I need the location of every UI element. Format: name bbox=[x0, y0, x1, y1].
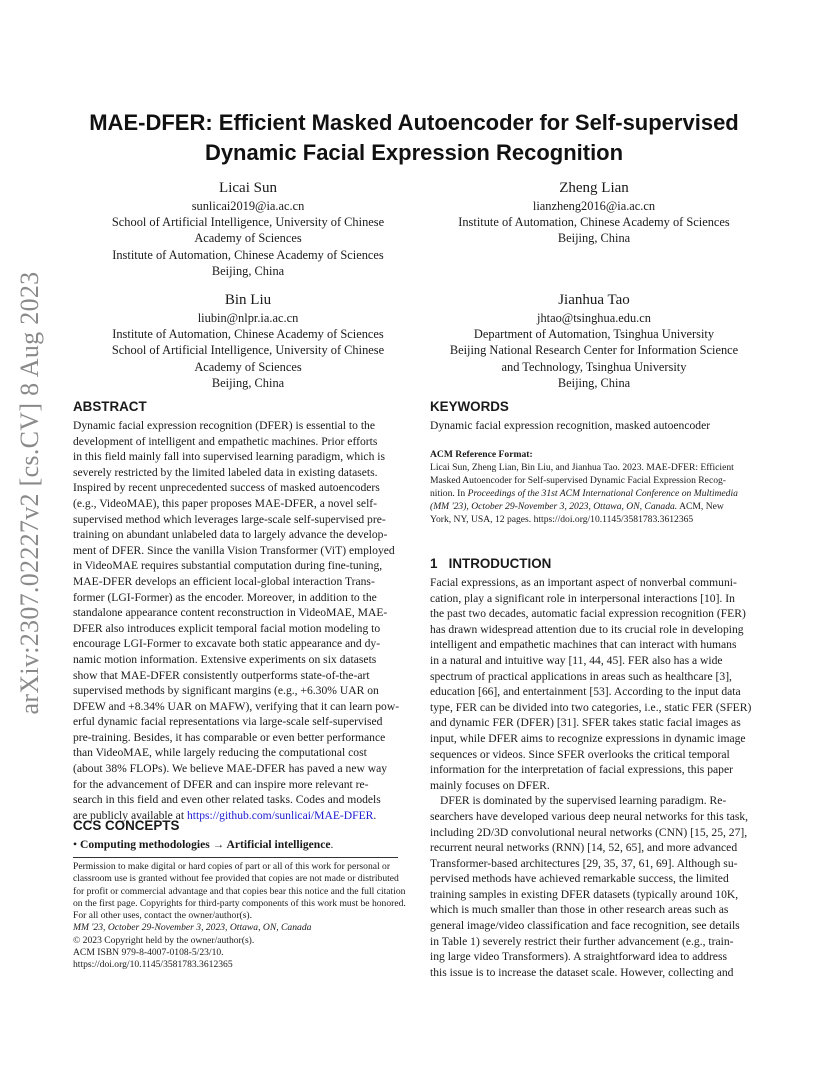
intro-line: cation, play a significant role in interpersonal interactions [10]. In bbox=[430, 591, 735, 605]
abstract-line: severely restricted by the limited labeled data in existing datasets. bbox=[73, 465, 378, 479]
abstract-line: (e.g., VideoMAE), this paper proposes MAE-DFER, a novel self- bbox=[73, 496, 378, 510]
abstract-line: encourage LGI-Former to excavate both static appearance and dy- bbox=[73, 637, 381, 651]
intro-line: in Table 1) severely restrict their further advancement (e.g., train- bbox=[430, 934, 734, 948]
author-affiliation: Academy of Sciences bbox=[194, 231, 302, 246]
intro-line: recurrent neural networks (RNN) [14, 52, 65], and more advanced bbox=[430, 841, 738, 855]
footnote-line: Permission to make digital or hard copies of part or all of this work for personal or bbox=[73, 861, 391, 872]
author-affiliation: Beijing National Research Center for Information Science bbox=[449, 343, 739, 358]
abstract-line: former (LGI-Former) as the encoder. Moreover, in addition to the bbox=[73, 590, 377, 604]
author-email: sunlicai2019@ia.ac.cn bbox=[191, 199, 305, 213]
acm-ref-line bbox=[430, 500, 760, 513]
footnote-line: classroom use is granted without fee provided that copies are not made or distributed bbox=[73, 873, 399, 885]
keywords-heading: KEYWORDS bbox=[430, 399, 509, 414]
intro-line: information for the interpretation of facial expressions, this paper bbox=[430, 763, 733, 777]
acm-ref-prefix: nition. In bbox=[430, 488, 468, 500]
abstract-last-prefix: are publicly available at bbox=[73, 808, 187, 822]
acm-ref-venue: (MM '23), October 29-November 3, 2023, Ottawa, ON, Canada. bbox=[430, 501, 678, 513]
author-affiliation: Institute of Automation, Chinese Academy of Sciences bbox=[112, 327, 384, 342]
intro-line: DFER is dominated by the supervised learning paradigm. Re- bbox=[440, 794, 727, 808]
acm-reference bbox=[430, 448, 760, 527]
acm-ref-line: York, NY, USA, 12 pages. https://doi.org/10.1145/3581783.3612365 bbox=[430, 514, 694, 526]
footnote-line: on the first page. Copyrights for third-party components of this work must be honored. bbox=[73, 897, 406, 909]
intro-line: this issue is to increase the dataset scale. However, collecting and bbox=[430, 965, 734, 979]
intro-body bbox=[430, 575, 760, 980]
author-location: Beijing, China bbox=[211, 375, 285, 390]
author-affiliation: Institute of Automation, Chinese Academy of Sciences bbox=[458, 215, 730, 230]
code-repo-link[interactable]: https://github.com/sunlicai/MAE-DFER bbox=[186, 808, 374, 822]
intro-line: education [66], and entertainment [53]. According to the input data bbox=[430, 685, 741, 699]
intro-line: training samples in existing DFER datasets (typically around 10K, bbox=[430, 887, 739, 901]
author-name: Jianhua Tao bbox=[558, 292, 630, 308]
author-block-1 bbox=[70, 178, 426, 279]
section-title: INTRODUCTION bbox=[448, 556, 552, 571]
author-affiliation: Institute of Automation, Chinese Academy of Sciences bbox=[112, 247, 384, 262]
abstract-line: DFEW and +8.34% UAR on MAFW), verifying that it can learn pow- bbox=[73, 699, 400, 713]
author-name: Bin Liu bbox=[224, 292, 272, 308]
abstract-line: search in this field and even other related tasks. Codes and models bbox=[73, 793, 381, 807]
abstract-line: MAE-DFER develops an efficient local-global interaction Trans- bbox=[73, 574, 375, 588]
acm-ref-line: Licai Sun, Zheng Lian, Bin Liu, and Jianhua Tao. 2023. MAE-DFER: Efficient bbox=[430, 462, 734, 474]
intro-line: input, while DFER aims to recognize expressions in dynamic image bbox=[430, 731, 746, 745]
title-line-1: MAE-DFER: Efficient Masked Autoencoder for Self-supervised bbox=[89, 110, 739, 135]
abstract-line: Inspired by recent unprecedented success of masked autoencoders bbox=[73, 481, 380, 495]
author-block-3 bbox=[70, 290, 426, 391]
acm-ref-proceedings: Proceedings of the 31st ACM International Conference on Multimedia bbox=[467, 488, 738, 500]
author-email: jhtao@tsinghua.edu.cn bbox=[537, 311, 651, 325]
intro-line: Facial expressions, as an important aspect of nonverbal communi- bbox=[430, 576, 737, 589]
ccs-concept: Computing methodologies → Artificial intelligence bbox=[79, 838, 331, 851]
ccs-bullet: • bbox=[73, 838, 80, 851]
abstract-line: pre-training. Besides, it has comparable or even better performance bbox=[73, 730, 386, 744]
author-affiliation: School of Artificial Intelligence, University of Chinese bbox=[111, 343, 385, 358]
abstract-line: than VideoMAE, while largely reducing the computational cost bbox=[73, 746, 367, 760]
intro-line: searchers have developed various deep neural networks for this task, bbox=[430, 809, 749, 823]
paper-title bbox=[70, 108, 758, 168]
intro-line: the past two decades, automatic facial expression recognition (FER) bbox=[430, 607, 746, 621]
author-affiliation: School of Artificial Intelligence, University of Chinese bbox=[111, 215, 385, 230]
author-block-2 bbox=[414, 178, 774, 247]
footnote-line: For all other uses, contact the owner/author(s). bbox=[73, 910, 253, 922]
author-affiliation: and Technology, Tsinghua University bbox=[501, 359, 687, 374]
author-affiliation: Department of Automation, Tsinghua University bbox=[473, 327, 715, 342]
abstract-line: supervised methods by significant margins (e.g., +6.30% UAR on bbox=[73, 684, 379, 698]
intro-line: intelligent and empathetic machines that can interact with humans bbox=[430, 638, 737, 652]
intro-heading bbox=[430, 556, 551, 571]
abstract-line: development of intelligent and empathetic machines. Prior efforts bbox=[73, 434, 378, 448]
intro-line: including 2D/3D convolutional neural networks (CNN) [15, 25, 27], bbox=[430, 825, 748, 839]
arxiv-id-text: arXiv:2307.02227v2 [cs.CV] 8 Aug 2023 bbox=[15, 271, 44, 715]
intro-line: and dynamic FER (DFER) [31]. SFER takes static facial images as bbox=[430, 716, 741, 730]
acm-ref-line: Masked Autoencoder for Self-supervised Dynamic Facial Expression Recog- bbox=[430, 475, 726, 487]
abstract-line: training on abundant unlabeled data to largely advance the develop- bbox=[73, 528, 388, 542]
intro-line: pervised methods have achieved remarkable success, the limited bbox=[430, 872, 729, 886]
footnote-isbn: ACM ISBN 979-8-4007-0108-5/23/10. bbox=[73, 947, 224, 959]
intro-line: general image/video classification and face recognition, see details bbox=[430, 919, 740, 933]
ccs-item bbox=[73, 837, 333, 853]
intro-line: spectrum of practical applications in areas such as healthcare [3], bbox=[430, 669, 732, 683]
author-name: Licai Sun bbox=[219, 180, 277, 196]
intro-line: which is much smaller than those in other research areas such as bbox=[430, 903, 729, 917]
abstract-line: in this field mainly fall into supervised learning paradigm, which is bbox=[73, 450, 386, 464]
author-location: Beijing, China bbox=[211, 263, 285, 278]
intro-line: ing large video Transformers). A straightforward idea to address bbox=[430, 950, 727, 964]
intro-line: mainly focuses on DFER. bbox=[430, 778, 550, 792]
author-location: Beijing, China bbox=[557, 375, 631, 390]
section-number: 1 bbox=[430, 556, 438, 571]
footnote-copyright: © 2023 Copyright held by the owner/author(s). bbox=[73, 934, 255, 946]
author-affiliation: Academy of Sciences bbox=[194, 359, 302, 374]
footnote-line: for profit or commercial advantage and that copies bear this notice and the full citation bbox=[73, 885, 406, 897]
abstract-heading: ABSTRACT bbox=[73, 399, 147, 414]
arxiv-identifier bbox=[10, 271, 50, 715]
author-location: Beijing, China bbox=[557, 231, 631, 246]
acm-ref-publisher: ACM, New bbox=[677, 501, 724, 513]
author-email: liubin@nlpr.ia.ac.cn bbox=[197, 311, 299, 325]
ccs-end: . bbox=[330, 838, 334, 851]
abstract-line: show that MAE-DFER consistently outperforms state-of-the-art bbox=[73, 668, 370, 682]
abstract-line: namic motion information. Extensive experiments on six datasets bbox=[73, 652, 377, 666]
intro-line: sequences or videos. Since SFER overlooks the critical temporal bbox=[430, 747, 730, 761]
intro-line: type, FER can be divided into two categories, i.e., static FER (SFER) bbox=[430, 700, 752, 714]
abstract-line: DFER also introduces explicit temporal facial motion modeling to bbox=[73, 621, 381, 635]
permission-footnote bbox=[73, 861, 406, 972]
acm-ref-heading: ACM Reference Format: bbox=[430, 449, 533, 460]
footnote-rule bbox=[73, 857, 398, 858]
abstract-line: Dynamic facial expression recognition (DFER) is essential to the bbox=[73, 419, 376, 432]
abstract-body bbox=[73, 418, 398, 823]
abstract-line: standalone appearance content reconstruction in VideoMAE, MAE- bbox=[73, 606, 388, 620]
author-email: lianzheng2016@ia.ac.cn bbox=[532, 199, 656, 213]
footnote-venue: MM '23, October 29-November 3, 2023, Ottawa, ON, Canada bbox=[73, 922, 312, 934]
acm-ref-line bbox=[430, 487, 760, 500]
author-block-4 bbox=[414, 290, 774, 391]
keywords-text: Dynamic facial expression recognition, masked autoencoder bbox=[430, 419, 711, 432]
abstract-line: in VideoMAE requires substantial computation during fine-tuning, bbox=[73, 559, 383, 573]
abstract-line: erful dynamic facial representations via large-scale self-supervised bbox=[73, 715, 383, 729]
footnote-doi: https://doi.org/10.1145/3581783.3612365 bbox=[73, 959, 233, 971]
author-name: Zheng Lian bbox=[559, 180, 629, 196]
abstract-line: for the advancement of DFER and can inspire more relevant re- bbox=[73, 777, 369, 791]
title-line-2: Dynamic Facial Expression Recognition bbox=[204, 140, 624, 165]
abstract-line: ment of DFER. Since the vanilla Vision Transformer (ViT) employed bbox=[73, 543, 395, 557]
abstract-last-suffix: . bbox=[373, 808, 377, 822]
ccs-heading: CCS CONCEPTS bbox=[73, 818, 180, 833]
intro-line: in a natural and intuitive way [11, 44, 45]. FER also has a wide bbox=[430, 653, 723, 667]
intro-line: Transformer-based architectures [29, 35, 37, 61, 69]. Although su- bbox=[430, 856, 738, 870]
abstract-line: supervised method which leverages large-scale self-supervised pre- bbox=[73, 512, 386, 526]
intro-line: has drawn widespread attention due to its crucial role in developing bbox=[430, 622, 744, 636]
abstract-line: (about 38% FLOPs). We believe MAE-DFER has paved a new way bbox=[73, 762, 388, 776]
